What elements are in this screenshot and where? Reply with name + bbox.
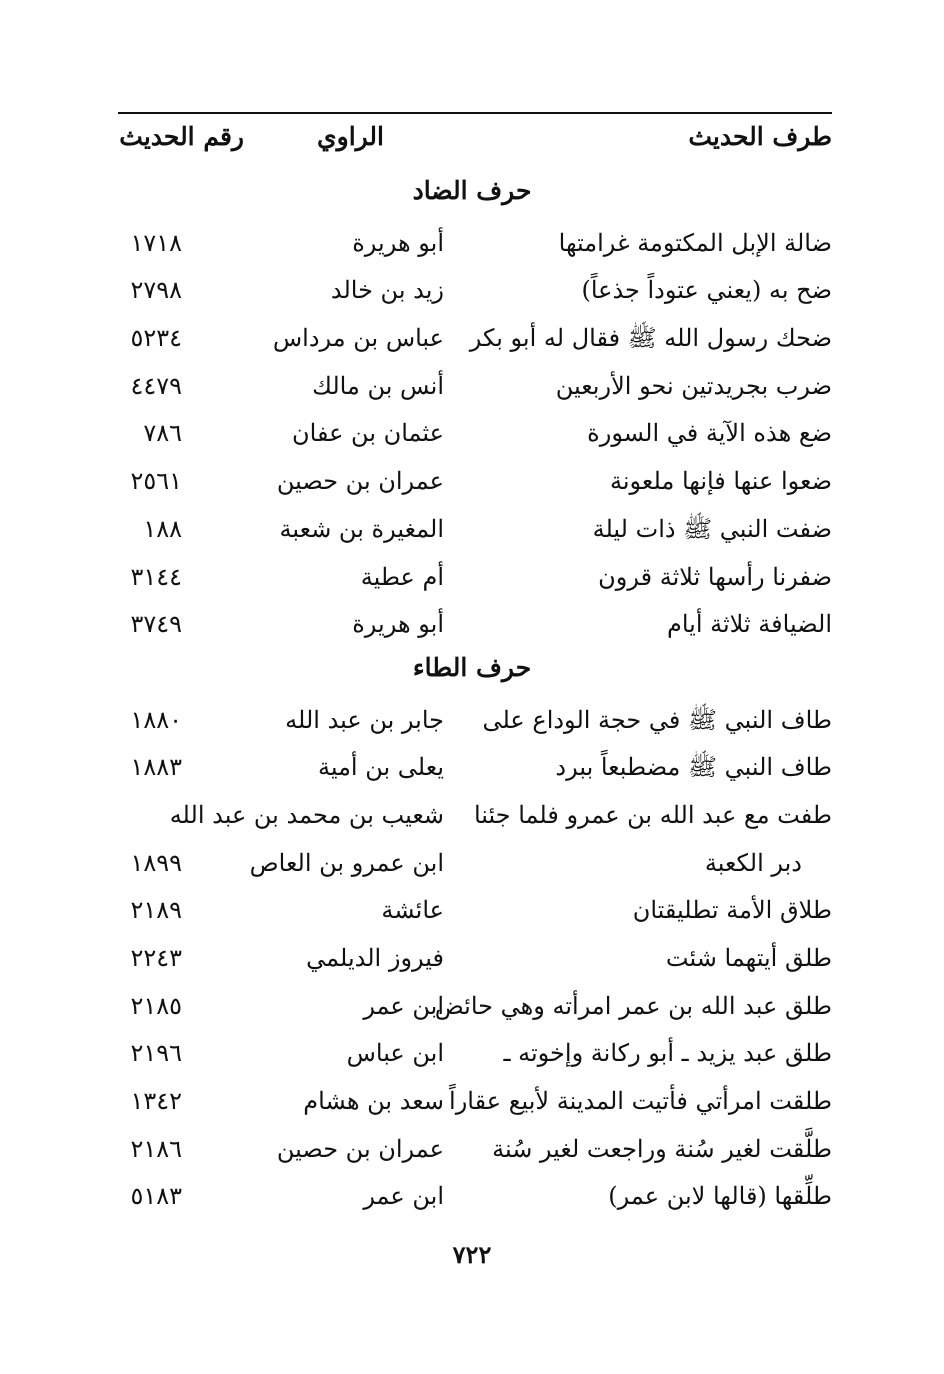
hadith-text: طلق عبد الله بن عمر امرأته وهي حائض [434,991,832,1020]
narrator: شعيب بن محمد بن عبد الله [169,800,444,829]
hadith-number: ١٨٨ [143,514,182,543]
header-rule [118,112,832,114]
table-row [0,506,944,554]
narrator: زيد بن خالد [330,276,444,305]
hadith-text: ضح به (يعني عتوداً جذعاً) [581,276,832,305]
hadith-number: ٥١٨٣ [130,1182,182,1211]
hadith-number: ٣١٤٤ [130,562,182,591]
hadith-text: طلقت امرأتي فأتيت المدينة لأبيع عقاراً [449,1087,832,1116]
narrator: عباس بن مرداس [272,324,444,353]
narrator: أبو هريرة [352,228,444,257]
header-hadith-number: رقم الحديث [119,122,244,151]
hadith-number: ٢١٨٩ [130,896,182,925]
hadith-text: طلَّقت لغير سُنة وراجعت لغير سُنة [492,1134,832,1163]
hadith-number: ١٨٩٩ [130,848,182,877]
narrator: ابن عمر [363,1182,444,1211]
table-row [0,601,944,649]
hadith-text: طلق أيتهما شئت [665,944,832,972]
section-title: حرف الطاء [412,652,532,682]
header-narrator: الراوي [317,122,384,151]
table-row [0,220,944,268]
table-row [0,1126,944,1174]
table-row [0,1078,944,1126]
table-row [0,363,944,411]
hadith-text: الضيافة ثلاثة أيام [666,610,832,639]
narrator: عمران بن حصين [276,1134,444,1163]
table-row [0,315,944,363]
table-row [0,458,944,506]
narrator: أبو هريرة [352,610,444,639]
hadith-number: ١٣٤٢ [130,1087,182,1116]
hadith-number: ١٨٨٠ [130,705,182,734]
hadith-text: طاف النبي ﷺ في حجة الوداع على [482,705,832,734]
hadith-number: ٧٨٦ [143,419,182,448]
hadith-number: ١٨٨٣ [130,753,182,782]
hadith-text: ضفت النبي ﷺ ذات ليلة [592,514,832,543]
narrator: ابن عمر [363,991,444,1020]
table-row [0,887,944,935]
hadith-text: ضعوا عنها فإنها ملعونة [609,467,832,496]
hadith-number: ٢١٩٦ [130,1039,182,1068]
hadith-text: دبر الكعبة [704,848,802,877]
header-hadith-text: طرف الحديث [688,122,832,151]
table-row [0,1173,944,1221]
hadith-number: ١٧١٨ [130,228,182,257]
hadith-text: ضع هذه الآية في السورة [587,419,832,448]
hadith-text: ضرب بجريدتين نحو الأربعين [555,371,832,400]
hadith-text: ضفرنا رأسها ثلاثة قرون [598,562,832,591]
hadith-number: ٢١٨٦ [130,1134,182,1163]
narrator: ابن عمرو بن العاص [249,848,444,877]
table-row [0,554,944,602]
hadith-text: طاف النبي ﷺ مضطبعاً ببرد [555,753,832,782]
narrator: عائشة [381,896,444,925]
table-row [0,410,944,458]
narrator: فيروز الديلمي [306,944,444,972]
table-row [0,697,944,745]
table-row [0,744,944,792]
narrator: سعد بن هشام [303,1087,444,1116]
hadith-number: ٤٤٧٩ [130,371,182,400]
hadith-text: ضالة الإبل المكتومة غرامتها [558,228,832,257]
page-number: ٧٢٢ [452,1240,492,1269]
hadith-text: طلِّقها (قالها لابن عمر) [608,1182,832,1211]
table-row [0,267,944,315]
hadith-number: ٢١٨٥ [130,991,182,1020]
narrator: أم عطية [360,562,444,591]
hadith-number: ٢٢٤٣ [130,944,182,972]
narrator: يعلى بن أمية [317,753,444,782]
section-heading [0,172,944,220]
hadith-text: ضحك رسول الله ﷺ فقال له أبو بكر [469,324,832,353]
narrator: المغيرة بن شعبة [279,514,444,543]
table-row [0,1030,944,1078]
section-heading [0,649,944,697]
hadith-text: طلق عبد يزيد ـ أبو ركانة وإخوته ـ [503,1039,832,1068]
narrator: عثمان بن عفان [292,419,444,448]
hadith-text: طفت مع عبد الله بن عمرو فلما جئنا [473,800,832,829]
hadith-number: ٥٢٣٤ [130,324,182,353]
table-row [0,983,944,1031]
table-row [0,935,944,983]
section-title: حرف الضاد [412,176,532,205]
hadith-text: طلاق الأمة تطليقتان [632,896,832,925]
table-row [0,840,944,888]
narrator: عمران بن حصين [276,467,444,496]
hadith-number: ٣٧٤٩ [130,610,182,639]
narrator: ابن عباس [346,1039,444,1068]
narrator: جابر بن عبد الله [285,705,444,734]
hadith-number: ٢٥٦١ [130,467,182,496]
index-table [0,172,944,1221]
table-row [0,792,944,840]
hadith-number: ٢٧٩٨ [130,276,182,305]
narrator: أنس بن مالك [312,371,444,400]
